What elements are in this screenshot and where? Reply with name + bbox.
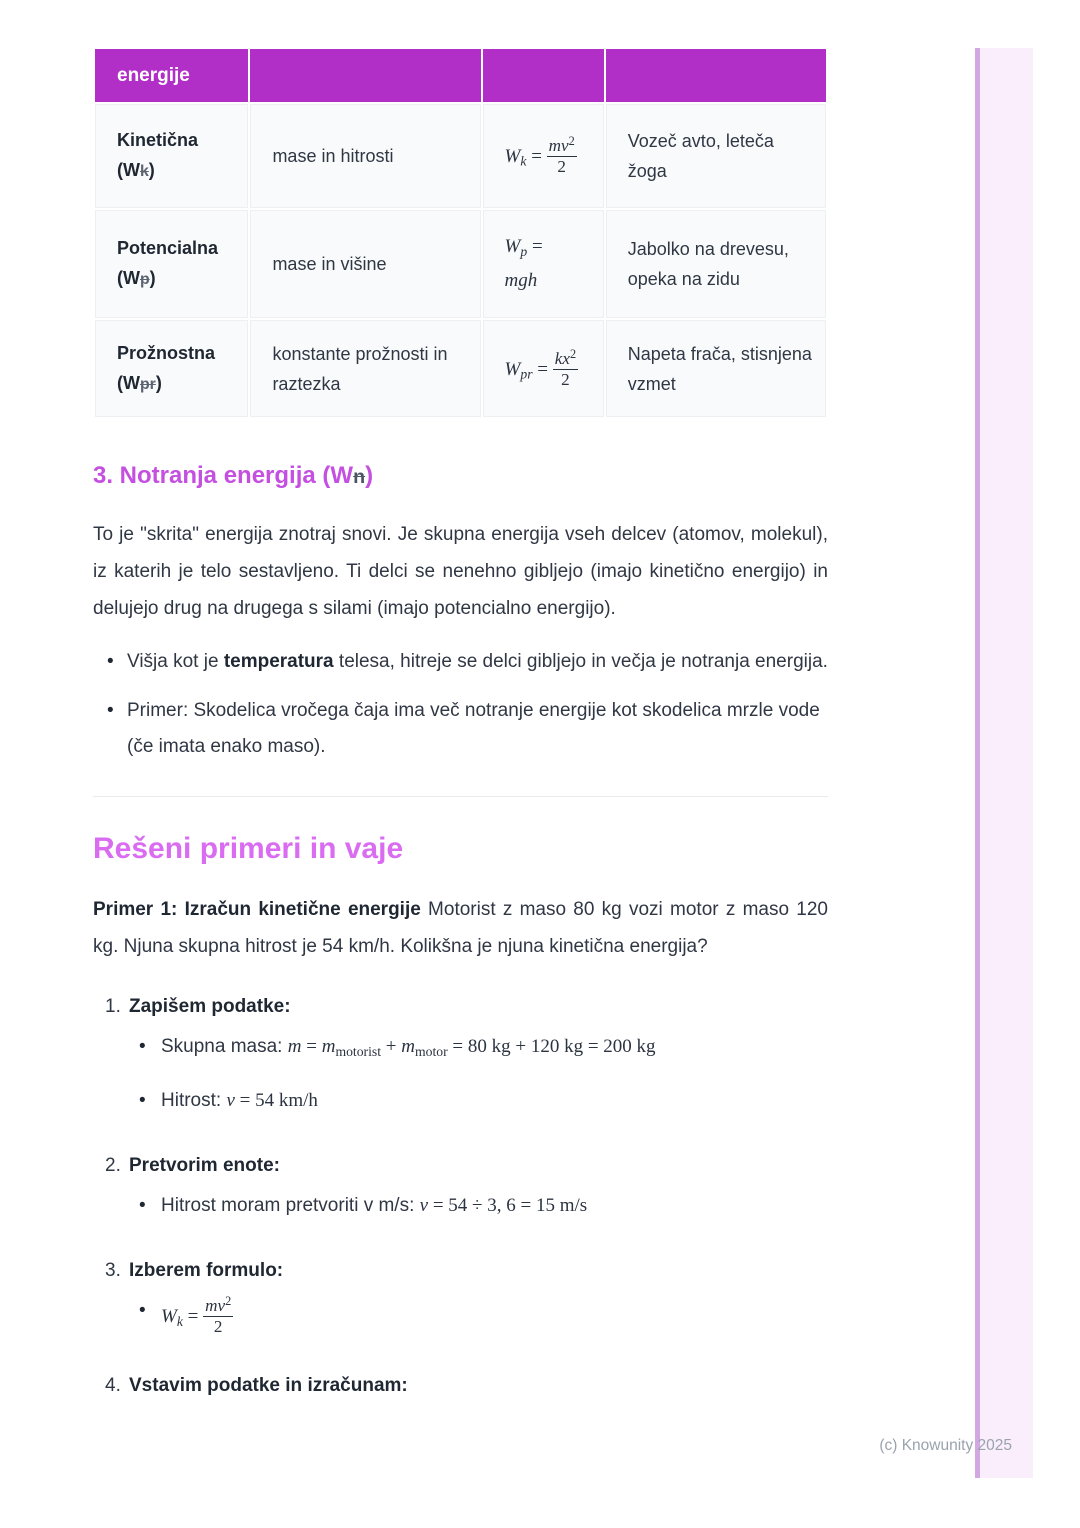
table-row-potencialna bbox=[95, 210, 826, 318]
copyright-notice: (c) Knowunity 2025 bbox=[879, 1437, 1012, 1454]
math-op: = bbox=[301, 1036, 322, 1057]
formula-lhs: W bbox=[504, 146, 521, 167]
formula-equals: = bbox=[532, 358, 553, 380]
symbol-suffix: ) bbox=[155, 372, 162, 393]
table-header-cell-4 bbox=[606, 49, 826, 102]
table-header-cell-3 bbox=[483, 49, 604, 102]
symbol-suffix: ) bbox=[148, 160, 155, 180]
cell-kineticna-name bbox=[95, 104, 248, 208]
formula-fraction bbox=[203, 1295, 233, 1336]
formula-rhs: mgh bbox=[504, 270, 538, 292]
math-result: = 54 ÷ 3, 6 = 15 m/s bbox=[428, 1194, 588, 1216]
bullet-bold-text: temperatura bbox=[223, 651, 334, 672]
table-header-cell-energije: energije bbox=[95, 49, 248, 102]
energy-types-table bbox=[93, 47, 828, 419]
cell-potencialna-formula bbox=[483, 210, 604, 318]
step-number: 1. bbox=[105, 996, 121, 1017]
cell-kineticna-formula bbox=[483, 104, 604, 208]
step-number: 2. bbox=[105, 1154, 121, 1176]
stripe-panel bbox=[980, 48, 1033, 1478]
document-content bbox=[93, 47, 828, 1435]
primer1-text: Motorist z maso 80 kg vozi motor z maso 120 kg. Njuna skupna hitrost je 54 km/h. Kolikšna je njuna kinetična energija? bbox=[93, 899, 828, 957]
main-heading-reseni-primeri: Rešeni primeri in vaje bbox=[93, 832, 404, 865]
step-3-bullets bbox=[105, 1295, 828, 1338]
cell-potencialna-depends: mase in višine bbox=[250, 210, 480, 318]
bullet-text: Višja kot je bbox=[127, 651, 224, 672]
cell-proznostna-depends: konstante prožnosti in raztezka bbox=[250, 320, 480, 417]
page-margin-stripe bbox=[975, 48, 1033, 1478]
step-title: Zapišem podatke: bbox=[129, 996, 291, 1017]
symbol-subscript: pr bbox=[139, 375, 156, 393]
step-1-bullets bbox=[105, 1031, 828, 1117]
heading-text: 3. Notranja energija (W bbox=[93, 462, 354, 489]
symbol-prefix: (W bbox=[117, 372, 140, 393]
step-title: Pretvorim enote: bbox=[129, 1154, 280, 1176]
step-heading bbox=[105, 1151, 828, 1181]
list-item bbox=[139, 1190, 828, 1222]
list-item: • Primer: Skodelica vročega čaja ima več notranje energije kot skodelica mrzle vode (če imata enako maso). bbox=[107, 693, 828, 765]
step-title: Vstavim podatke in izračunam: bbox=[129, 1375, 408, 1397]
energy-name: Potencialna bbox=[117, 238, 219, 258]
math-subscript: motor bbox=[414, 1043, 448, 1059]
fraction-exponent: 2 bbox=[569, 346, 577, 361]
section-heading-notranja-energija bbox=[93, 460, 828, 493]
solution-steps bbox=[93, 992, 828, 1401]
formula-equals: = bbox=[182, 1305, 204, 1327]
fraction-exponent: 2 bbox=[568, 134, 575, 149]
fraction-numerator: mv bbox=[548, 136, 569, 156]
step-number: 3. bbox=[105, 1259, 121, 1281]
step-number: 4. bbox=[105, 1375, 121, 1397]
cell-kineticna-example: Vozeč avto, leteča žoga bbox=[606, 104, 826, 208]
list-item bbox=[139, 1031, 828, 1068]
bullet-label: Hitrost moram pretvoriti v m/s: bbox=[161, 1194, 420, 1216]
math-var: m bbox=[287, 1036, 302, 1057]
step-heading bbox=[105, 1371, 828, 1401]
formula-lhs: W bbox=[504, 235, 521, 257]
formula-lhs-sub: p bbox=[520, 243, 528, 259]
step-title: Izberem formulo: bbox=[129, 1259, 284, 1281]
math-var: m bbox=[321, 1036, 336, 1057]
section-divider bbox=[93, 796, 828, 797]
primer1-intro bbox=[93, 891, 828, 965]
energy-name: Prožnostna bbox=[117, 342, 216, 363]
table-row-proznostna bbox=[95, 320, 826, 417]
heading-subscript: n bbox=[353, 466, 366, 488]
section3-bullet-list bbox=[93, 644, 828, 765]
step-3 bbox=[105, 1256, 828, 1338]
fraction-denominator: 2 bbox=[213, 1316, 223, 1336]
fraction-numerator: mv bbox=[205, 1295, 226, 1315]
formula-lhs-sub: k bbox=[520, 153, 527, 169]
math-op: + bbox=[381, 1036, 402, 1057]
formula-fraction bbox=[547, 135, 577, 176]
formula-lhs-sub: k bbox=[176, 1313, 183, 1329]
table-header-cell-2 bbox=[250, 49, 480, 102]
list-item bbox=[107, 644, 828, 680]
math-var: v bbox=[226, 1089, 235, 1111]
symbol-suffix: ) bbox=[149, 268, 156, 288]
fraction-denominator: 2 bbox=[561, 369, 570, 389]
formula-lhs: W bbox=[504, 358, 521, 380]
fraction-exponent: 2 bbox=[225, 1293, 232, 1308]
formula-lhs-sub: pr bbox=[520, 366, 533, 382]
formula-equals: = bbox=[526, 146, 547, 167]
symbol-subscript: k bbox=[139, 163, 149, 180]
bullet-label: Hitrost: bbox=[161, 1089, 227, 1111]
formula-lhs: W bbox=[161, 1305, 177, 1327]
symbol-subscript: p bbox=[139, 271, 150, 288]
symbol-prefix: (W bbox=[117, 160, 140, 180]
formula-equals: = bbox=[527, 235, 543, 257]
step-2 bbox=[105, 1151, 828, 1222]
math-var: v bbox=[419, 1194, 429, 1216]
energy-name: Kinetična bbox=[117, 130, 199, 150]
cell-potencialna-name bbox=[95, 210, 248, 318]
table-row-kineticna bbox=[95, 104, 826, 208]
math-result: = 54 km/h bbox=[234, 1089, 318, 1111]
fraction-numerator: kx bbox=[554, 348, 570, 368]
cell-potencialna-example: Jabolko na drevesu, opeka na zidu bbox=[606, 210, 826, 318]
section3-paragraph: To je "skrita" energija znotraj snovi. Je skupna energija vseh delcev (atomov, molekul), iz katerih je telo sestavljeno. Ti delci se nenehno gibljejo (imajo kinetično energijo) in delujejo drug na drugega s silami (imajo potencialno energijo). bbox=[93, 524, 828, 619]
step-heading bbox=[105, 992, 828, 1022]
table-header-row bbox=[95, 49, 826, 102]
bullet-text: telesa, hitreje se delci gibljejo in večja je notranja energija. bbox=[333, 651, 828, 672]
step-2-bullets bbox=[105, 1190, 828, 1222]
cell-proznostna-example: Napeta frača, stisnjena vzmet bbox=[606, 320, 826, 417]
fraction-denominator: 2 bbox=[557, 157, 566, 177]
list-item bbox=[139, 1295, 828, 1338]
step-heading bbox=[105, 1256, 828, 1286]
math-subscript: motorist bbox=[335, 1043, 382, 1059]
formula-fraction bbox=[553, 348, 578, 389]
primer1-title: Primer 1: Izračun kinetične energije bbox=[93, 899, 421, 920]
list-item bbox=[139, 1085, 828, 1117]
step-1 bbox=[105, 992, 828, 1117]
cell-proznostna-formula bbox=[483, 320, 604, 417]
symbol-prefix: (W bbox=[117, 268, 140, 288]
heading-text-close: ) bbox=[365, 462, 374, 489]
step-4 bbox=[105, 1371, 828, 1401]
bullet-label: Skupna masa: bbox=[161, 1036, 288, 1057]
cell-kineticna-depends: mase in hitrosti bbox=[250, 104, 480, 208]
math-result: = 80 kg + 120 kg = 200 kg bbox=[447, 1036, 656, 1057]
math-var: m bbox=[401, 1036, 415, 1057]
cell-proznostna-name bbox=[95, 320, 248, 417]
